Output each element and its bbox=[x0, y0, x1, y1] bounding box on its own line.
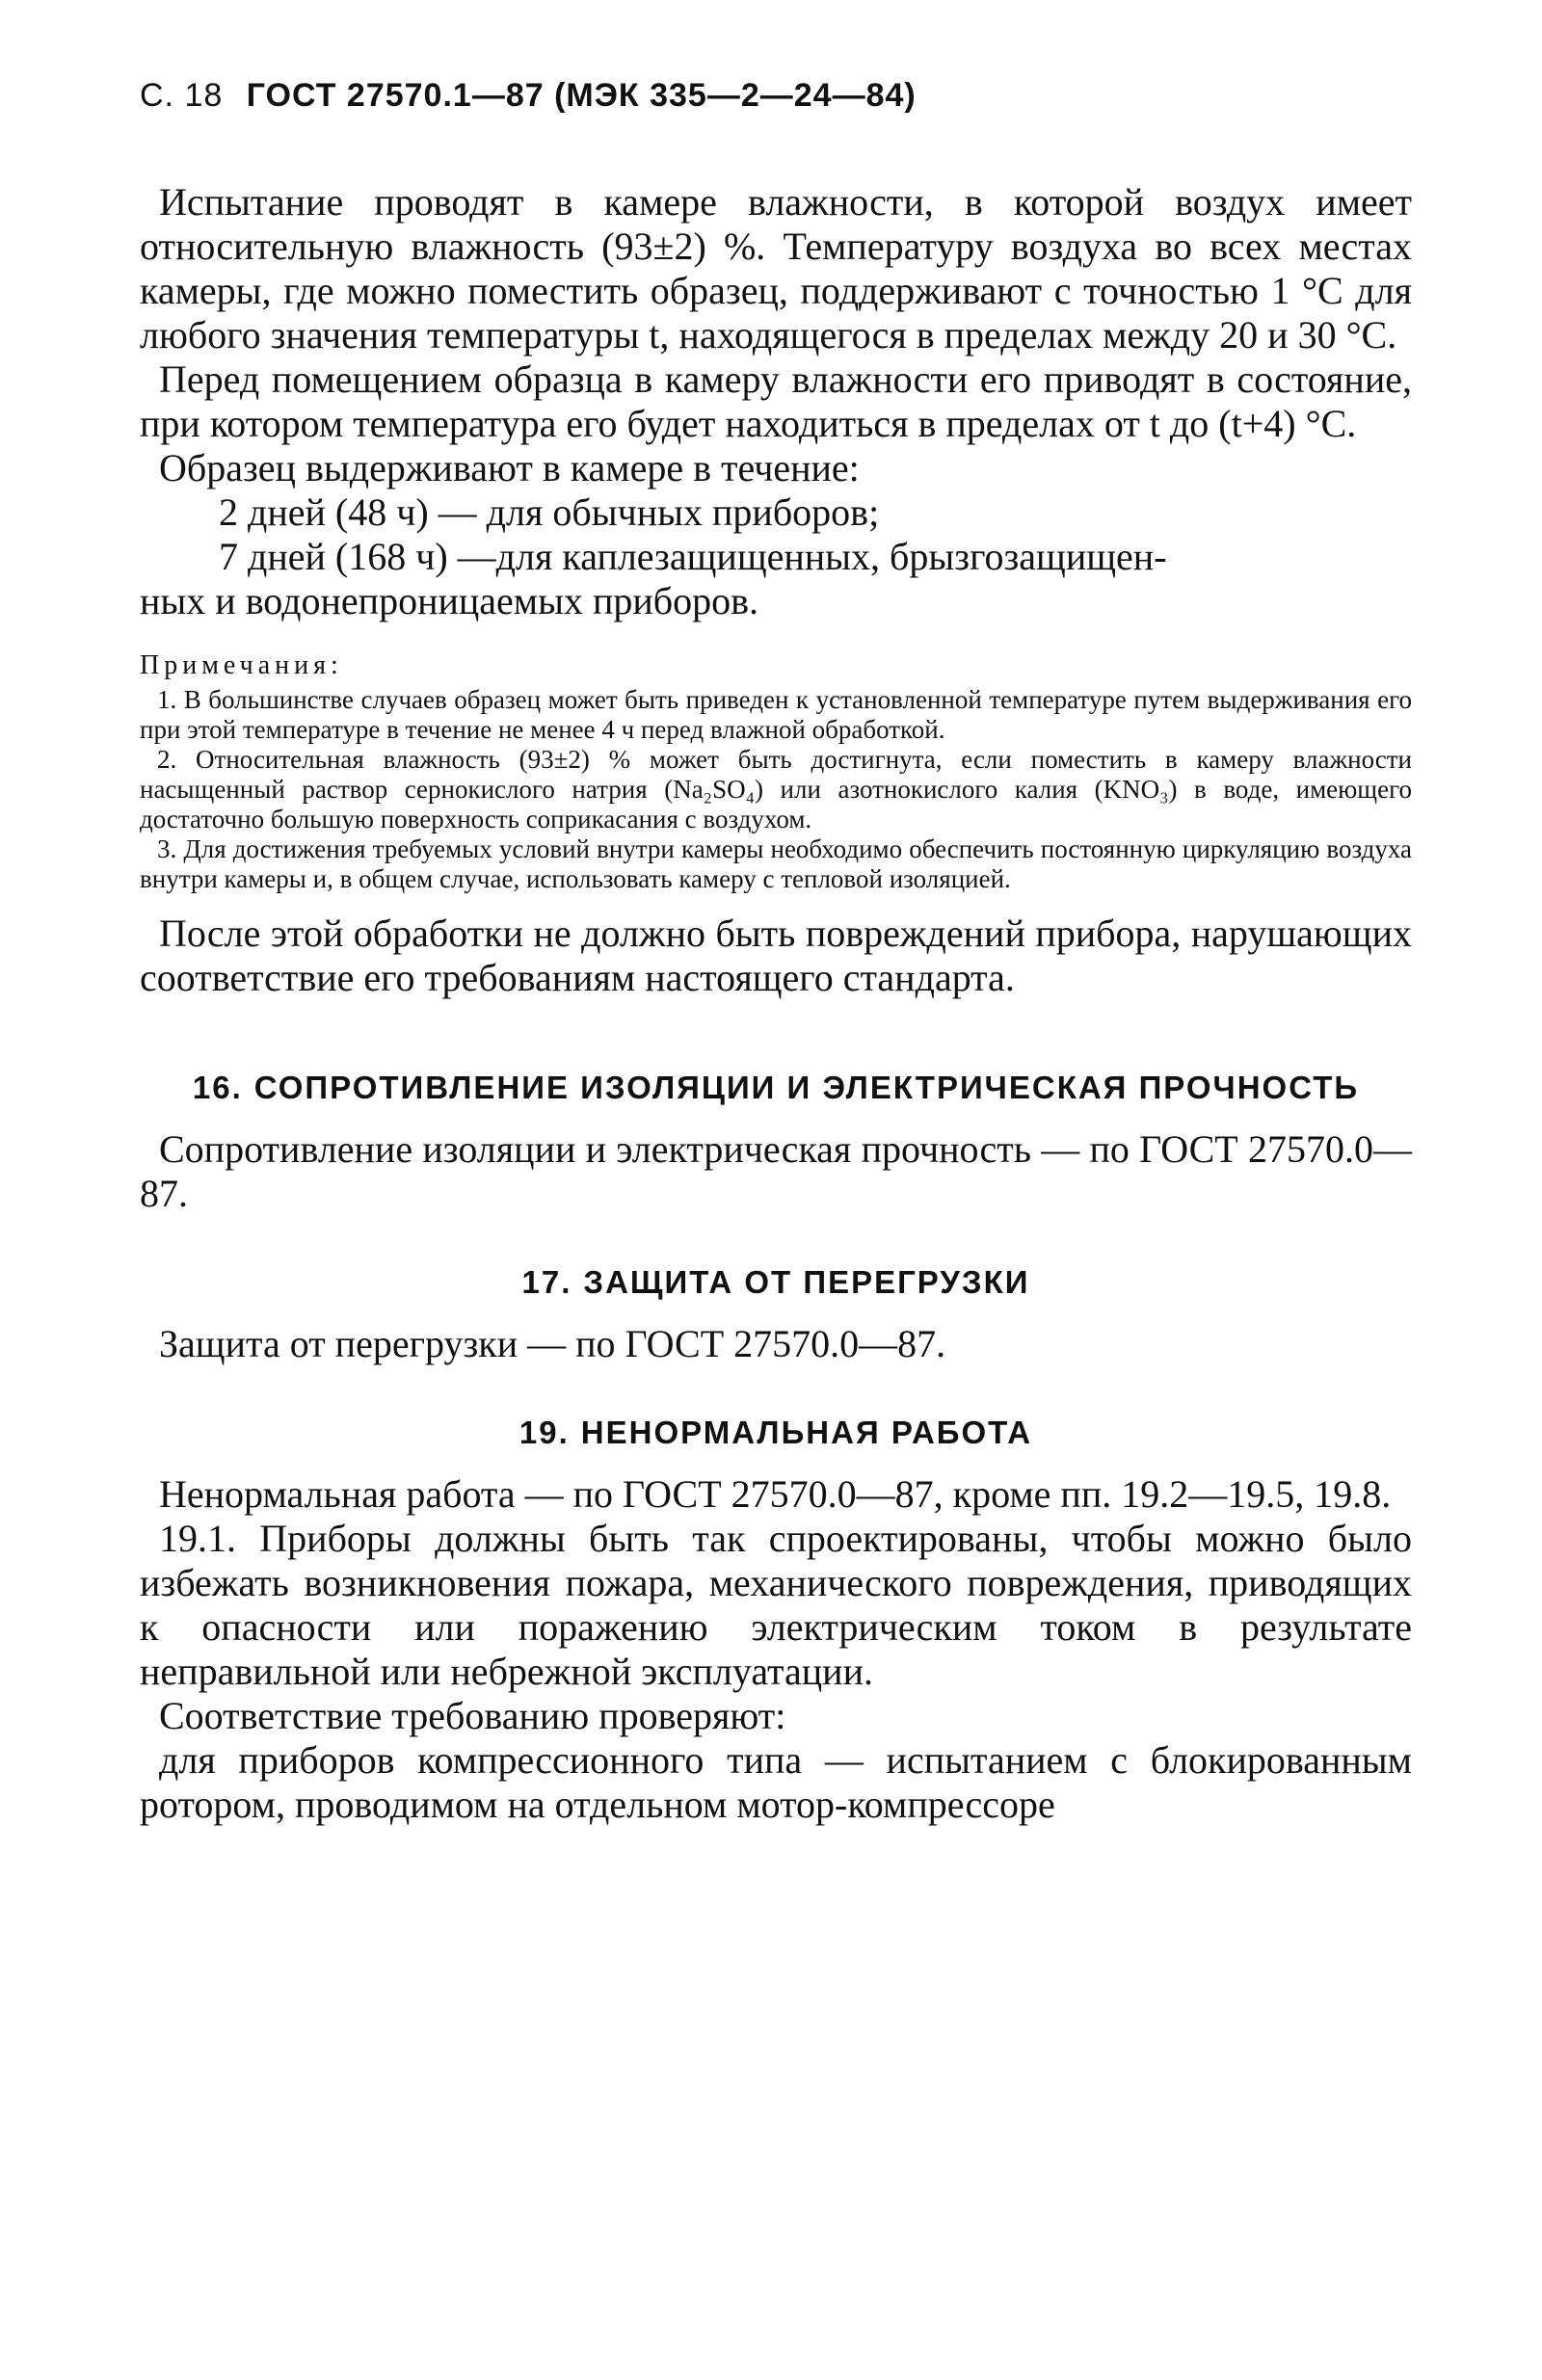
note-2: 2. Относительная влажность (93±2) % может быть достигнута, если поместить в камеру влажности насыщенный раствор сернокислого натрия (Na₂SO₄) или азотнокислого калия (KNO₃) в воде, имеющего достаточно большую поверхность соприкасания с воздухом. bbox=[140, 745, 1412, 833]
compressor-test: для приборов компрессионного типа — испытанием с блокированным ротором, проводимом на отдельном мотор-компрессоре bbox=[140, 1738, 1412, 1826]
duration-protected-continuation: ных и водонепроницаемых приборов. bbox=[140, 579, 759, 622]
paragraph-duration-intro: Образец выдерживают в камере в течение: bbox=[159, 446, 860, 489]
section-16-number: 16. bbox=[192, 1070, 243, 1105]
section-16-heading bbox=[140, 1066, 1412, 1110]
section-16-title: СОПРОТИВЛЕНИЕ ИЗОЛЯЦИИ И ЭЛЕКТРИЧЕСКАЯ ПРОЧНОСТЬ bbox=[253, 1070, 1360, 1105]
page-number: С. 18 bbox=[140, 77, 224, 114]
clause-19-1: 19.1. Приборы должны быть так спроектированы, чтобы можно было избежать возникновения пожара, механического повреждения, приводящих к опасности или поражению электрическим током в результате неправильной или небрежной эксплуатации. bbox=[140, 1517, 1412, 1693]
note-1: 1. В большинстве случаев образец может быть приведен к установленной температуре путем выдерживания его при этой температуре в течение не менее 4 ч перед влажной обработкой. bbox=[140, 685, 1412, 744]
notes-title: Примечания: bbox=[140, 650, 343, 680]
paragraph-after-treatment: После этой обработки не должно быть повреждений прибора, нарушающих соответствие его требованиям настоящего стандарта. bbox=[140, 912, 1412, 999]
standard-title: ГОСТ 27570.1—87 (МЭК 335—2—24—84) bbox=[246, 77, 917, 114]
paragraph-humidity-test: Испытание проводят в камере влажности, в которой воздух имеет относительную влажность (93±2) %. Температуру воздуха во всех местах камеры, где можно поместить образец, поддерживают с точностью 1 °С для любого значения температуры t, находящегося в пределах между 20 и 30 °С. bbox=[140, 180, 1412, 357]
section-17-heading bbox=[140, 1260, 1412, 1305]
section-19-text: Ненормальная работа — по ГОСТ 27570.0—87, кроме пп. 19.2—19.5, 19.8. bbox=[159, 1472, 1392, 1516]
section-17-number: 17. bbox=[521, 1264, 572, 1300]
paragraph-preconditioning: Перед помещением образца в камеру влажности его приводят в состояние, при котором температура его будет находиться в пределах от t до (t+4) °С. bbox=[140, 357, 1412, 445]
section-19-title: НЕНОРМАЛЬНАЯ РАБОТА bbox=[580, 1415, 1033, 1450]
note-3: 3. Для достижения требуемых условий внутри камеры необходимо обеспечить постоянную циркуляцию воздуха внутри камеры и, в общем случае, использовать камеру с тепловой изоляцией. bbox=[140, 834, 1412, 893]
section-17-title: ЗАЩИТА ОТ ПЕРЕГРУЗКИ bbox=[583, 1264, 1030, 1300]
page-header bbox=[140, 77, 1412, 115]
duration-protected: 7 дней (168 ч) —для каплезащищенных, брызгозащищен- bbox=[219, 535, 1167, 578]
duration-ordinary: 2 дней (48 ч) — для обычных приборов; bbox=[219, 490, 880, 534]
document-page bbox=[140, 77, 1412, 1827]
section-19-heading bbox=[140, 1411, 1412, 1455]
compliance-check: Соответствие требованию проверяют: bbox=[159, 1694, 786, 1737]
section-17-text: Защита от перегрузки — по ГОСТ 27570.0—87. bbox=[159, 1322, 946, 1365]
section-19-number: 19. bbox=[518, 1415, 570, 1450]
section-16-text: Сопротивление изоляции и электрическая прочность — по ГОСТ 27570.0—87. bbox=[140, 1127, 1412, 1215]
